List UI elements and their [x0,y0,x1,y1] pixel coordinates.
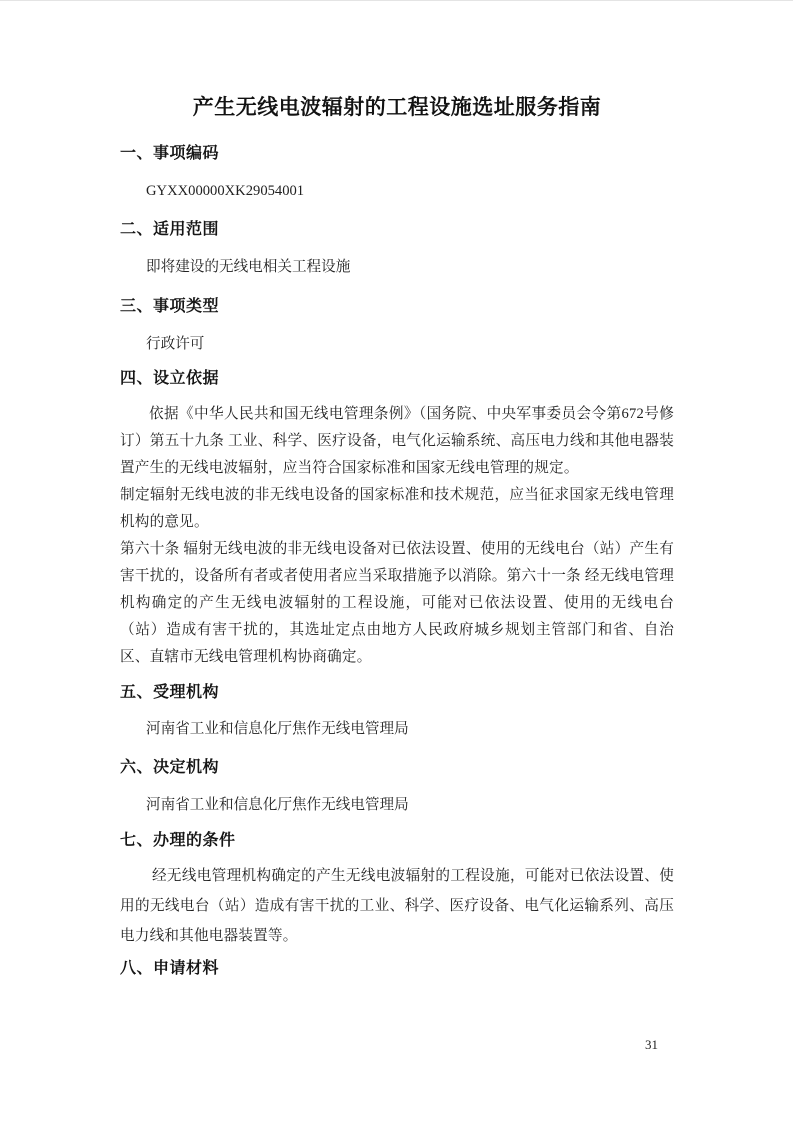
section-heading-legal-basis: 四、设立依据 [120,370,220,387]
section-heading-deciding-agency: 六、决定机构 [120,759,220,776]
section-heading-handling-conditions: 七、办理的条件 [120,832,236,849]
page-title: 产生无线电波辐射的工程设施选址服务指南 [192,96,602,119]
document-content [120,1,674,979]
handling-conditions-paragraph: 经无线电管理机构确定的产生无线电波辐射的工程设施，可能对已依法设置、使用的无线电台（站）造成有害干扰的工业、科学、医疗设备、电气化运输系列、高压电力线和其他电器装置等。 [120,868,674,944]
item-type-value: 行政许可 [146,336,205,352]
section-heading-scope: 二、适用范围 [120,221,220,238]
section-heading-accepting-agency: 五、受理机构 [120,684,220,701]
legal-basis-paragraph-1: 依据《中华人民共和国无线电管理条例》（国务院、中央军事委员会令第672号修订）第五十九条 工业、科学、医疗设备，电气化运输系统、高压电力线和其他电器装置产生的无线电波辐射，应当符合国家标准和国家无线电管理的规定。 [120,406,674,476]
page-number: 31 [645,1037,658,1052]
section-heading-item-code: 一、事项编码 [120,145,220,162]
item-code-value: GYXX00000XK29054001 [146,183,305,199]
scope-value: 即将建设的无线电相关工程设施 [146,259,351,275]
accepting-agency-value: 河南省工业和信息化厅焦作无线电管理局 [146,721,409,737]
section-heading-application-materials: 八、申请材料 [120,960,220,977]
legal-basis-paragraph-2: 制定辐射无线电波的非无线电设备的国家标准和技术规范，应当征求国家无线电管理机构的意见。 [120,487,674,530]
deciding-agency-value: 河南省工业和信息化厅焦作无线电管理局 [146,797,409,813]
section-heading-item-type: 三、事项类型 [120,298,220,315]
legal-basis-paragraph-3: 第六十条 辐射无线电波的非无线电设备对已依法设置、使用的无线电台（站）产生有害干扰的，设备所有者或者使用者应当采取措施予以消除。第六十一条 经无线电管理机构确定的产生无线电波辐射的工程设施，可能对已依法设置、使用的无线电台（站）造成有害干扰的，其选址定点由地方人民政府城乡规划主管部门和省、自治区、直辖市无线电管理机构协商确定。 [120,541,674,665]
